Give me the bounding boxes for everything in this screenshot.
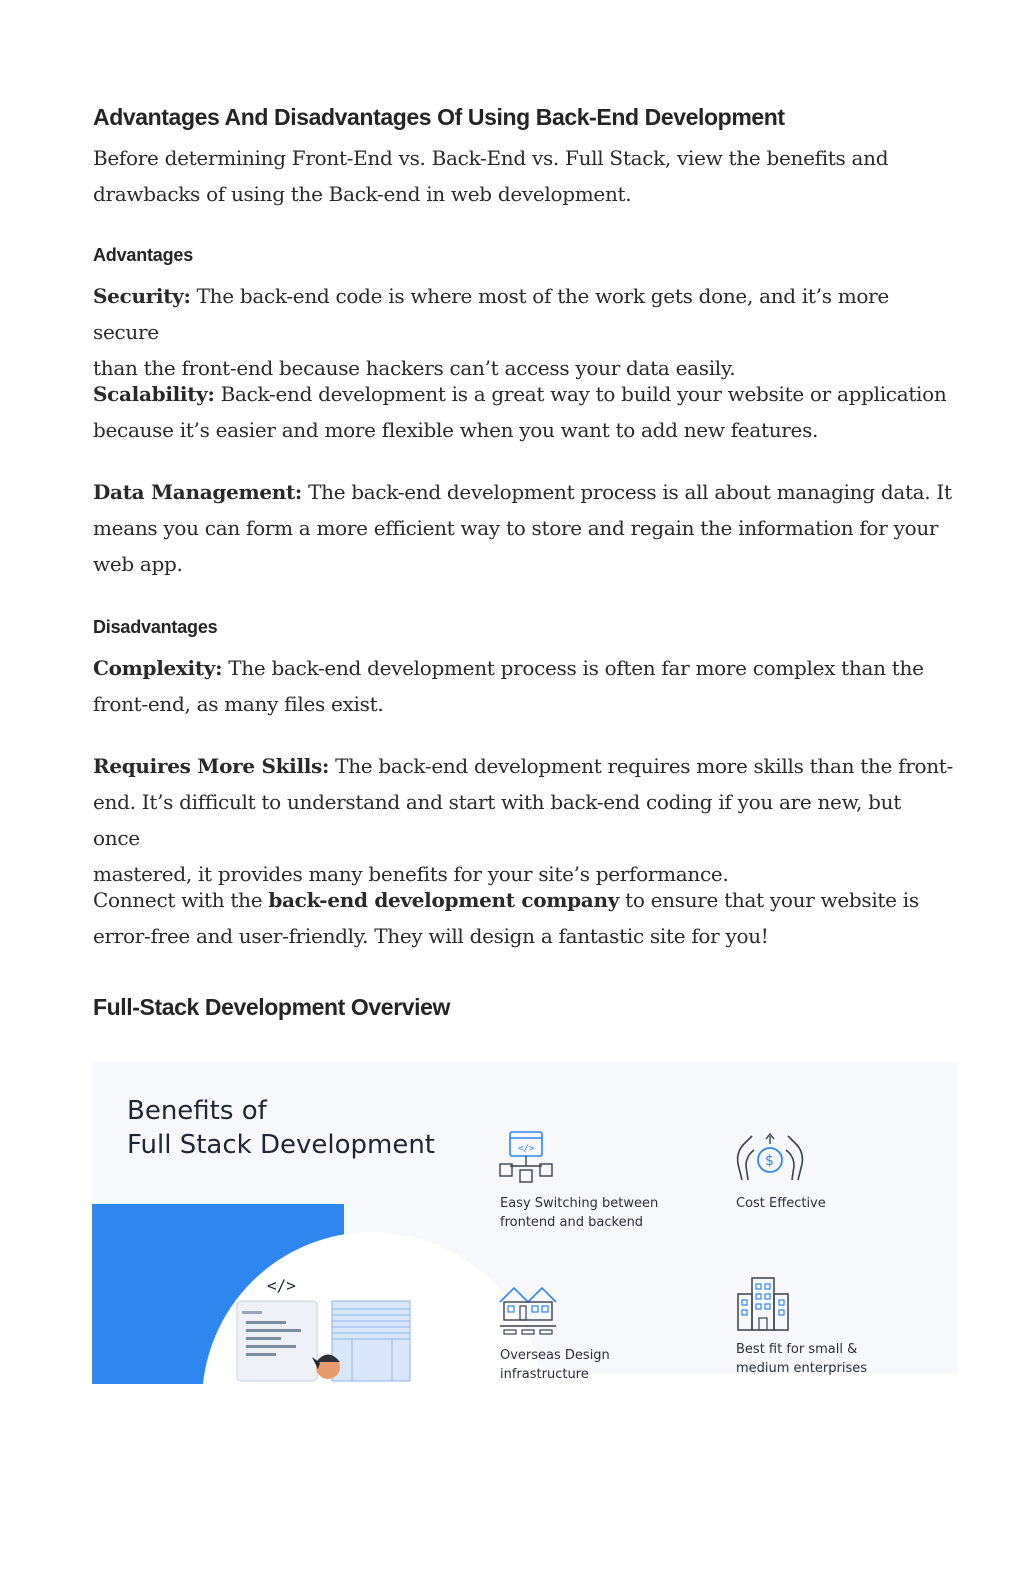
- skills-line-1: The back-end development requires more skills than the front-: [329, 754, 954, 778]
- intro-paragraph: [93, 140, 888, 212]
- benefit-label: [736, 1340, 867, 1378]
- dollar-hands-icon: [734, 1130, 806, 1186]
- building-icon: [734, 1276, 794, 1332]
- skills-label: Requires More Skills:: [93, 754, 330, 778]
- connect-paragraph: [93, 882, 919, 954]
- connect-suffix: to ensure that your website is: [619, 888, 919, 912]
- code-tag-text: </>: [267, 1276, 296, 1295]
- data-management-label: Data Management:: [93, 480, 303, 504]
- fullstack-heading: Full-Stack Development Overview: [93, 994, 451, 1020]
- disadvantages-heading: Disadvantages: [93, 617, 218, 637]
- intro-line-2: drawbacks of using the Back-end in web development.: [93, 182, 632, 206]
- complexity-line-1: The back-end development process is often far more complex than the: [222, 656, 924, 680]
- benefit-label: [500, 1194, 658, 1232]
- security-line-1: The back-end code is where most of the work gets done, and it’s more secure: [93, 284, 889, 344]
- data-management-paragraph: [93, 474, 952, 582]
- benefit-label-line-2: medium enterprises: [736, 1361, 867, 1376]
- infographic-title-line-1: Benefits of: [127, 1096, 267, 1126]
- complexity-label: Complexity:: [93, 656, 223, 680]
- scalability-label: Scalability:: [93, 382, 215, 406]
- svg-text:</>: </>: [518, 1144, 535, 1154]
- scalability-line-2: because it’s easier and more flexible when you want to add new features.: [93, 418, 819, 442]
- data-management-line-1: The back-end development process is all about managing data. It: [302, 480, 952, 504]
- connect-line-2: error-free and user-friendly. They will design a fantastic site for you!: [93, 924, 769, 948]
- data-management-line-3: web app.: [93, 552, 183, 576]
- developer-illustration: [232, 1277, 422, 1377]
- skills-paragraph: [93, 748, 953, 892]
- security-paragraph: [93, 278, 953, 386]
- skills-line-2: end. It’s difficult to understand and start with back-end coding if you are new, but once: [93, 790, 901, 850]
- complexity-line-2: front-end, as many files exist.: [93, 692, 384, 716]
- benefits-infographic: [92, 1062, 958, 1382]
- intro-line-1: Before determining Front-End vs. Back-End vs. Full Stack, view the benefits and: [93, 146, 889, 170]
- benefit-label-line-2: frontend and backend: [500, 1215, 644, 1230]
- infographic-title: [127, 1094, 435, 1162]
- security-line-2: than the front-end because hackers can’t access your data easily.: [93, 356, 736, 380]
- code-window-icon: [498, 1130, 558, 1182]
- security-label: Security:: [93, 284, 191, 308]
- scalability-paragraph: [93, 376, 946, 448]
- connect-prefix: Connect with the: [93, 888, 269, 912]
- benefit-label-line-1: Best fit for small &: [736, 1342, 858, 1357]
- skills-line-3: mastered, it provides many benefits for your site’s performance.: [93, 862, 729, 886]
- section-heading-advantages-disadvantages: Advantages And Disadvantages Of Using Back-End Development: [93, 104, 785, 130]
- infographic-title-line-2: Full Stack Development: [127, 1130, 436, 1160]
- benefit-label-line-1: Cost Effective: [736, 1196, 826, 1211]
- benefit-label: [500, 1346, 610, 1384]
- benefit-label-line-2: infrastructure: [500, 1367, 589, 1382]
- benefit-label-line-1: Easy Switching between: [500, 1196, 659, 1211]
- scalability-line-1: Back-end development is a great way to build your website or application: [214, 382, 947, 406]
- back-end-company-link[interactable]: back-end development company: [268, 888, 620, 912]
- svg-text:$: $: [765, 1153, 774, 1169]
- benefit-label: [736, 1194, 826, 1213]
- complexity-paragraph: [93, 650, 924, 722]
- advantages-heading: Advantages: [93, 245, 194, 265]
- benefit-label-line-1: Overseas Design: [500, 1348, 610, 1363]
- data-management-line-2: means you can form a more efficient way to store and regain the information for your: [93, 516, 939, 540]
- houses-icon: [498, 1282, 558, 1338]
